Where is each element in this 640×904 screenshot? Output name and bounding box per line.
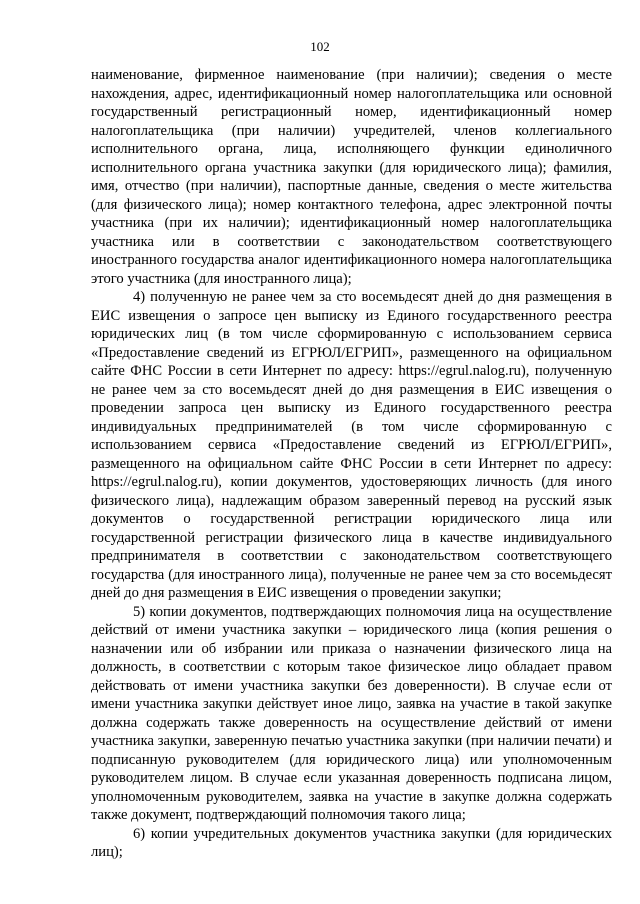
page-number: 102	[310, 39, 330, 54]
paragraph-item-6: 6) копии учредительных документов участника закупки (для юридических лиц);	[91, 825, 612, 860]
document-body	[91, 66, 612, 862]
paragraph-continuation: наименование, фирменное наименование (при наличии); сведения о месте нахождения, адрес, идентификационный номер налогоплательщика или основной государственный регистрационный номер, идентификационный номер налогоплательщика (при наличии) учредителей, членов коллегиального исполнительного органа, лица, исполняющего функции единоличного исполнительного органа участника закупки (для юридического лица); фамилия, имя, отчество (при наличии), паспортные данные, сведения о месте жительства (для физического лица); номер контактного телефона, адрес электронной почты участника (при их наличии); идентификационный номер налогоплательщика участника или в соответствии с законодательством соответствующего иностранного государства аналог идентификационного номера налогоплательщика этого участника (для иностранного лица);	[91, 67, 612, 287]
paragraph-item-5: 5) копии документов, подтверждающих полномочия лица на осуществление действий от имени участника закупки – юридического лица (копия решения о назначении или об избрании или приказа о назначении физического лица на должность, в соответствии с которым такое физическое лицо обладает правом действовать от имени участника закупки без доверенности). В случае если от имени участника закупки действует иное лицо, заявка на участие в такой закупке должна содержать также доверенность на осуществление действий от имени участника закупки, заверенную печатью участника закупки (при наличии печати) и подписанную руководителем (для юридического лица) или уполномоченным руководителем лицом. В случае если указанная доверенность подписана лицом, уполномоченным руководителем, заявка на участие в закупке должна содержать также документ, подтверждающий полномочия такого лица;	[91, 603, 612, 823]
paragraph-item-4: 4) полученную не ранее чем за сто восемьдесят дней до дня размещения в ЕИС извещения о запросе цен выписку из Единого государственного реестра юридических лиц (в том числе сформированную с использованием сервиса «Предоставление сведений из ЕГРЮЛ/ЕГРИП», размещенного на официальном сайте ФНС России в сети Интернет по адресу: https://egrul.nalog.ru), полученную не ранее чем за сто восемьдесят дней до дня размещения в ЕИС извещения о проведении запроса цен выписку из Единого государственного реестра индивидуальных предпринимателей (в том числе сформированную с использованием сервиса «Предоставление сведений из ЕГРЮЛ/ЕГРИП», размещенного на официальном сайте ФНС России в сети Интернет по адресу: https://egrul.nalog.ru), копии документов, удостоверяющих личность (для иного физического лица), надлежащим образом заверенный перевод на русский язык документов о государственной регистрации юридического лица или государственной регистрации физического лица в качестве индивидуального предпринимателя в соответствии с законодательством соответствующего государства (для иностранного лица), полученные не ранее чем за сто восемьдесят дней до дня размещения в ЕИС извещения о проведении закупки;	[91, 289, 612, 601]
